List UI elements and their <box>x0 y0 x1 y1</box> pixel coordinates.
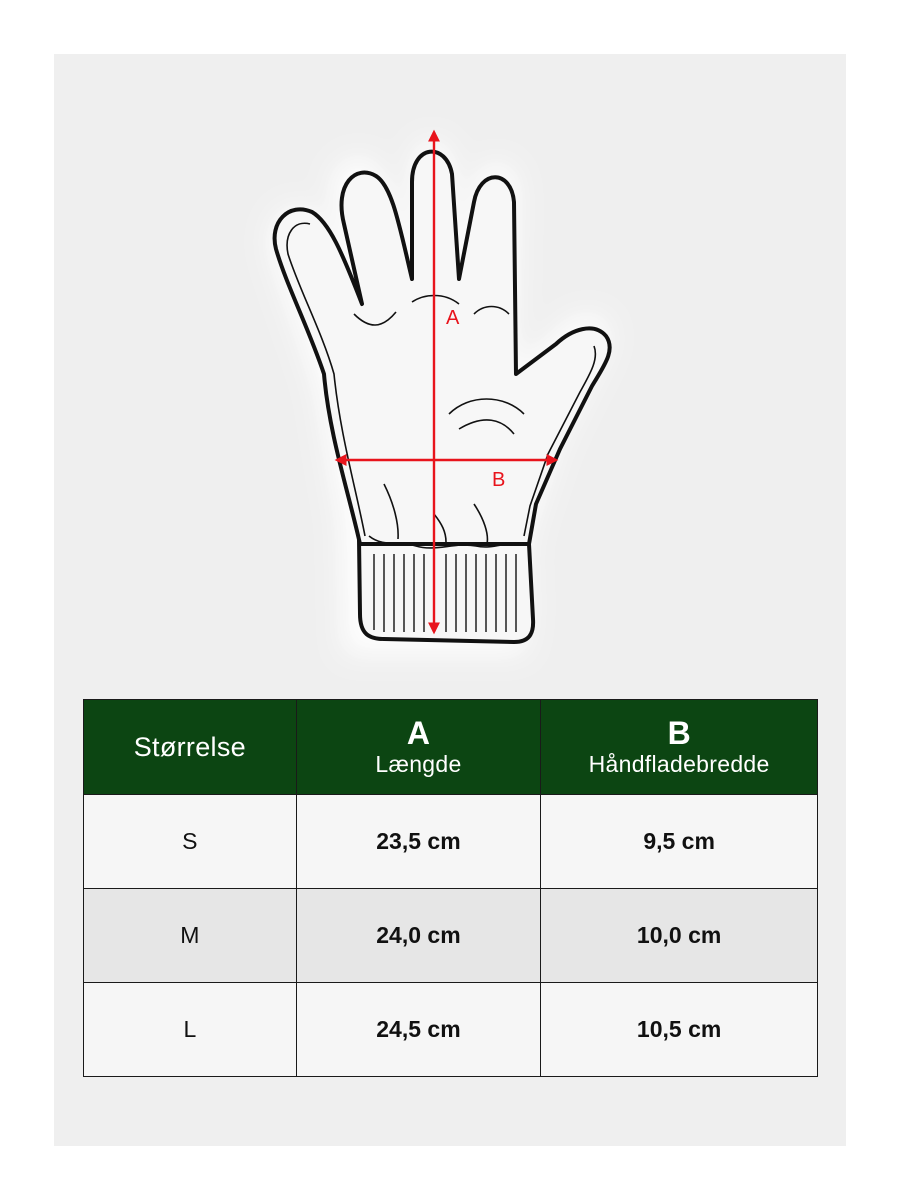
header-length <box>296 700 541 795</box>
header-size <box>84 700 297 795</box>
glove-diagram <box>184 74 724 714</box>
header-palm-width-letter: B <box>667 715 691 751</box>
row-size-cell: M <box>84 889 297 983</box>
row-palm-width-cell: 9,5 cm <box>541 795 818 889</box>
row-size-cell: L <box>84 983 297 1077</box>
header-palm-width-label: Håndfladebredde <box>588 751 770 777</box>
measure-label-a: A <box>446 307 460 329</box>
header-palm-width <box>541 700 818 795</box>
size-guide-panel <box>54 54 846 1146</box>
size-table <box>83 699 818 1077</box>
table-row <box>84 983 818 1077</box>
measure-label-b: B <box>492 469 506 491</box>
table-header-row <box>84 700 818 795</box>
row-palm-width-cell: 10,5 cm <box>541 983 818 1077</box>
glove-outline <box>275 152 610 642</box>
row-size-cell: S <box>84 795 297 889</box>
header-size-label: Størrelse <box>133 731 246 762</box>
header-length-letter: A <box>406 715 431 751</box>
table-row <box>84 889 818 983</box>
table-row <box>84 795 818 889</box>
row-length-cell: 24,0 cm <box>296 889 541 983</box>
row-length-cell: 24,5 cm <box>296 983 541 1077</box>
header-length-label: Længde <box>375 751 462 777</box>
row-palm-width-cell: 10,0 cm <box>541 889 818 983</box>
row-length-cell: 23,5 cm <box>296 795 541 889</box>
